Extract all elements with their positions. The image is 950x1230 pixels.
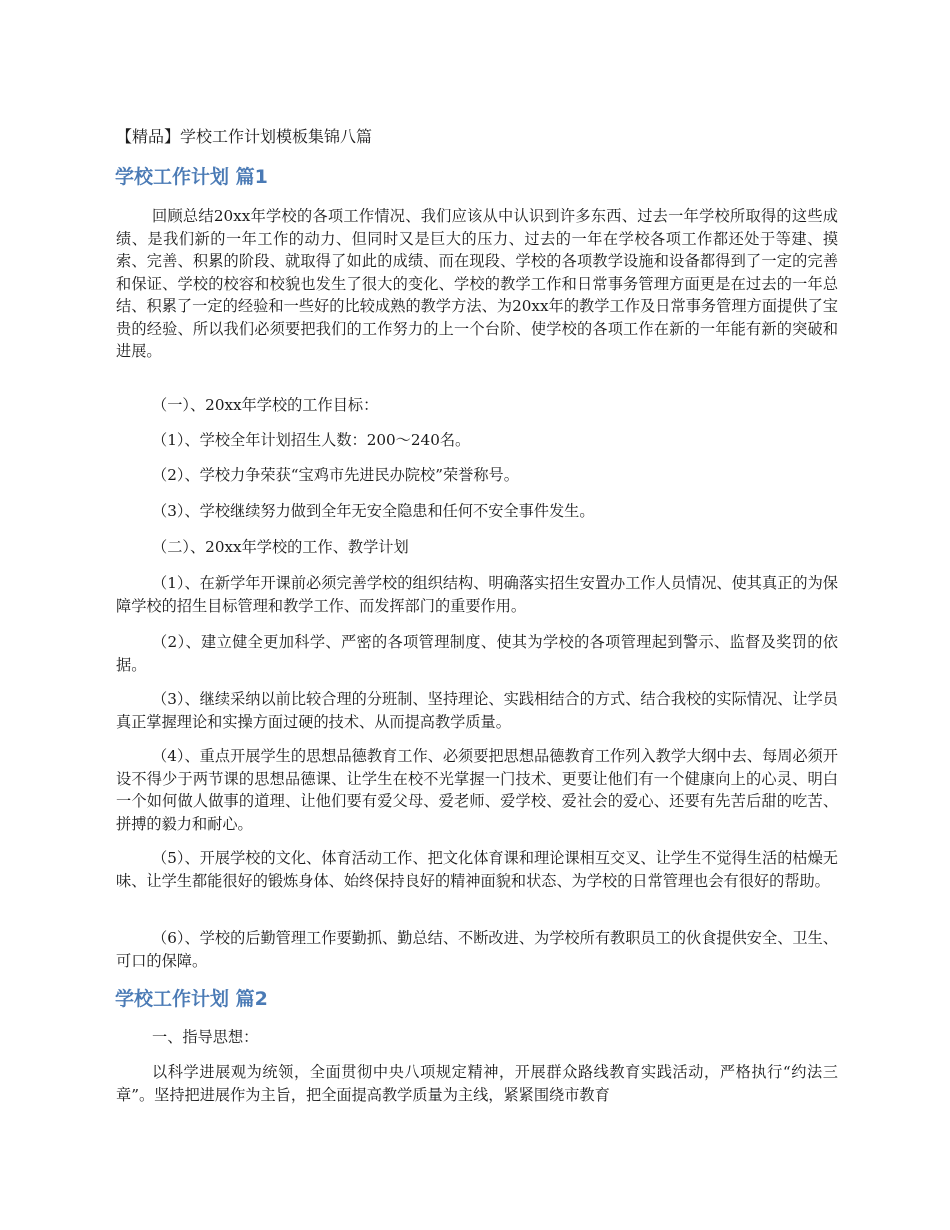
paragraph-guiding-heading: 一、指导思想： [152, 1028, 259, 1046]
section-heading-2: 学校工作计划 篇2 [115, 988, 268, 1010]
paragraph-plan-4: （4）、重点开展学生的思想品德教育工作、必须要把思想品德教育工作列入教学大纲中去、每周必须开设不得少于两节课的思想品德课、让学生在校不光掌握一门技术、更要让他们有一个健康向上的心灵、明白一个如何做人做事的道理、让他们要有爱父母、爱老师、爱学校、爱社会的爱心、还要有先苦后甜的吃苦、拼搏的毅力和耐心。 [116, 747, 838, 833]
paragraph-plan-3: （3）、继续采纳以前比较合理的分班制、坚持理论、实践相结合的方式、结合我校的实际情况、让学员真正掌握理论和实操方面过硬的技术、从而提高教学质量。 [116, 690, 838, 731]
paragraph-goals-heading: （一）、20xx年学校的工作目标： [152, 396, 379, 414]
paragraph-goal-3: （3）、学校继续努力做到全年无安全隐患和任何不安全事件发生。 [152, 502, 595, 520]
paragraph-plan-2: （2）、建立健全更加科学、严密的各项管理制度、使其为学校的各项管理起到警示、监督及奖罚的依据。 [116, 633, 838, 674]
paragraph-plan-1: （1）、在新学年开课前必须完善学校的组织结构、明确落实招生安置办工作人员情况、使其真正的为保障学校的招生目标管理和教学工作、而发挥部门的重要作用。 [116, 574, 838, 615]
section-heading-1: 学校工作计划 篇1 [115, 166, 268, 188]
paragraph-guiding-text: 以科学进展观为统领，全面贯彻中央八项规定精神，开展群众路线教育实践活动，严格执行“约法三章”。坚持把进展作为主旨，把全面提高教学质量为主线，紧紧围绕市教育 [116, 1063, 838, 1104]
paragraph-plan-6: （6）、学校的后勤管理工作要勤抓、勤总结、不断改进、为学校所有教职员工的伙食提供安全、卫生、可口的保障。 [116, 929, 838, 970]
document-title: 【精品】学校工作计划模板集锦八篇 [116, 127, 373, 146]
paragraph-goal-1: （1）、学校全年计划招生人数：200～240名。 [152, 431, 471, 449]
paragraph-plan-heading: （二）、20xx年学校的工作、教学计划 [152, 538, 409, 556]
paragraph-plan-5: （5）、开展学校的文化、体育活动工作、把文化体育课和理论课相互交叉、让学生不觉得生活的枯燥无味、让学生都能很好的锻炼身体、始终保持良好的精神面貌和状态、为学校的日常管理也会有很好的帮助。 [116, 849, 838, 890]
paragraph-intro: 回顾总结20xx年学校的各项工作情况、我们应该从中认识到许多东西、过去一年学校所取得的这些成绩、是我们新的一年工作的动力、但同时又是巨大的压力、过去的一年在学校各项工作都还处于等建、摸索、完善、积累的阶段、就取得了如此的成绩、而在现段、学校的各项教学设施和设备都得到了一定的完善和保证、学校的校容和校貌也发生了很大的变化、学校的教学工作和日常事务管理方面更是在过去的一年总结、积累了一定的经验和一些好的比较成熟的教学方法、为20xx年的教学工作及日常事务管理方面提供了宝贵的经验、所以我们必须要把我们的工作努力的上一个台阶、使学校的各项工作在新的一年能有新的突破和进展。 [116, 207, 838, 360]
paragraph-goal-2: （2）、学校力争荣获“宝鸡市先进民办院校”荣誉称号。 [152, 466, 519, 484]
